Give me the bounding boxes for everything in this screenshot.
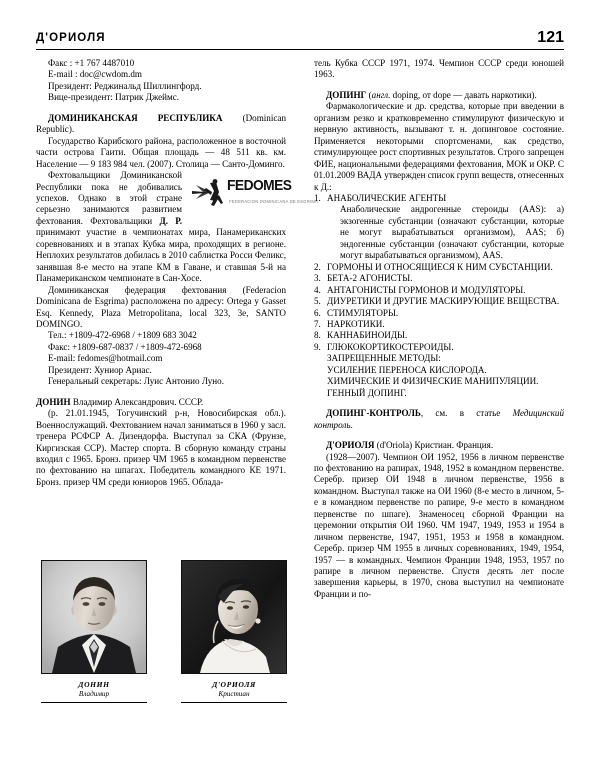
contact-line: E-mail : doc@cwdom.dm <box>48 69 142 80</box>
list-text: ГОРМОНЫ И ОТНОСЯЩИЕСЯ К НИМ СУБСТАНЦИИ. <box>327 261 553 272</box>
dominican-fencing-text-b: этой стране серьезно занимаются развитием фехтования. Фехтовальщики <box>36 192 182 226</box>
list-item <box>314 262 564 273</box>
left-column <box>36 58 318 488</box>
list-text: ГЛЮКОКОРТИКОСТЕРОИДЫ. <box>327 341 454 352</box>
entry-doping-control <box>314 408 564 431</box>
portrait-doriola-image <box>182 561 286 673</box>
headword: ДОМИНИКАНСКАЯ РЕСПУБЛИКА <box>48 112 223 123</box>
list-number: 3. <box>314 273 321 284</box>
portrait-cell-doriola <box>181 560 289 703</box>
dominican-fencing-text-a: Фехтовальщики Доминиканской Республики пока не добивались успехов. Однако в <box>36 170 182 203</box>
running-head <box>36 29 564 54</box>
entry-dominican-republic-headword <box>36 113 286 136</box>
list-item <box>314 273 564 284</box>
list-item <box>314 296 564 307</box>
cross-reference-lead: , см. в статье <box>420 408 513 419</box>
headword: ДОПИНГ-КОНТРОЛЬ <box>326 408 421 419</box>
caption-rule <box>181 702 287 703</box>
cross-reference-target: Медицинский контроль <box>314 408 564 430</box>
contact-line: Генеральный секретарь: Луис Антонио Луно. <box>48 376 224 387</box>
caption-firstname: Владимир <box>78 690 110 698</box>
list-text: ДИУРЕТИКИ И ДРУГИЕ МАСКИРУЮЩИЕ ВЕЩЕСТВА. <box>327 296 560 307</box>
dominican-para-geography: Государство Карибского района, расположенное в восточной части острова Гаити. Общая площадь — 48 511 кв. км. Население — 9 183 984 чел. (2007). Столица — Санто-Доминго. <box>36 135 286 169</box>
headword-latin: (d'Oriola) <box>376 440 413 451</box>
contact-line: Президент: Хуниор Ариас. <box>48 364 152 375</box>
right-column <box>314 58 564 600</box>
caption-surname: ДОНИН <box>78 680 110 689</box>
list-number: 4. <box>314 284 321 295</box>
portrait-caption-donin <box>41 680 147 698</box>
headword: Д'ОРИОЛЯ <box>326 440 375 451</box>
doping-groups-list <box>314 193 564 399</box>
entry-donin-body: (р. 21.01.1945, Тогучинский р-н, Новосибирская обл.). Военнослужащий. Фехтованием начал заниматься в 1960 у засл. тренера РСФСР А. Дизендорфа. Выступал за СКА (Фрунзе, Киргизская ССР). Мастер спорта. В сборную команду страны входил с 1965. Бронз. призер ЧМ 1965 в командном первенстве по фехтованию на шпагах. Победитель командного КЕ 1971. Бронз. призер ЧМ среди юниоров 1965. Облада- <box>36 408 286 487</box>
headword: ДОПИНГ <box>326 89 367 100</box>
entry-doriola-headword <box>314 440 564 451</box>
list-item <box>314 342 564 399</box>
donin-continuation: тель Кубка СССР 1971, 1974. Чемпион СССР среди юношей 1963. <box>314 58 564 80</box>
list-item <box>314 285 564 296</box>
prohibited-method-line: ЗАПРЕЩЕННЫЕ МЕТОДЫ: <box>327 353 441 364</box>
doping-sublist <box>327 204 564 261</box>
prohibited-method-line: УСИЛЕНИЕ ПЕРЕНОСА КИСЛОРОДА. <box>327 364 487 375</box>
entry-doriola-body: (1928—2007). Чемпион ОИ 1952, 1956 в личном первенстве по фехтованию на рапирах, 1948, 1952 в командном первенстве. Серебр. призер ОИ 1948 в личном первенстве, 1956 в командном. Выступал также на ОИ 1960 (8-е место в личном, 5-е в командном первенстве по рапире, 9-е место в командном первенстве по шпаге). Знаменосец сборной Франции на церемонии открытия ОИ 1960. ЧМ 1947, 1949, 1953 и 1954 в личном первенстве, 1947, 1951, 1953 и 1958 в командном. Серебр. призер ЧМ 1955 в личных соревнованиях, 1949, 1954, 1957 — в командных. Чемпион Франции 1948, 1953, 1957 по рапире в личном первенстве. Спустя десять лет после завершения карьеры, в 1970, снова выступил на чемпионате Франции и по- <box>314 451 564 599</box>
list-number: 5. <box>314 296 321 307</box>
contact-line: Факс: +1809-687-0837 / +1809-472-6968 <box>48 341 202 352</box>
list-text: НАРКОТИКИ. <box>327 318 385 329</box>
logo-subtitle: FEDERACION DOMINICANA DE ESGRIMA <box>229 199 318 205</box>
portrait-cell-donin <box>41 560 149 703</box>
list-text: АНАБОЛИЧЕСКИЕ АГЕНТЫ <box>327 192 447 203</box>
list-text: КАННАБИНОИДЫ. <box>327 330 408 341</box>
list-item <box>314 308 564 319</box>
dominican-para-fencing <box>36 170 318 285</box>
prohibited-methods-block <box>327 353 564 399</box>
dominica-contact-block <box>36 58 286 104</box>
portrait-photo-doriola <box>181 560 287 674</box>
list-number: 7. <box>314 318 321 329</box>
list-number: 1. <box>314 192 321 203</box>
fedomes-logo <box>190 171 318 217</box>
caption-rule <box>41 702 147 703</box>
list-number: 6. <box>314 307 321 318</box>
doping-definition: Фармакологические и др. средства, которые при введении в организм резко и кратковременно стимулируют физическую и нервную активность, вызывают т. н. допинговое состояние. Применяется некоторыми спортсменами, как средство, стимулирующее рост спортивных результатов. Строго запрещен ФИЕ, национальными федерациями фехтования, МОК и ОКР. С 01.01.2009 ВАДА утвержден список групп веществ, отнесенных к Д.: <box>314 101 564 192</box>
headword-rest: Кристиан. Франция. <box>412 440 494 451</box>
header-divider <box>36 49 564 50</box>
headword: ДОНИН <box>36 396 71 407</box>
contact-line: Вице-президент: Патрик Джеймс. <box>48 92 180 103</box>
dominican-federation-address: Доминиканская федерация фехтования (Federacion Dominicana de Esgrima) расположена по адресу: Ortega y Gasset Esq. Kennedy, Plaza Metropolitana, local 323, 3e, SANTO DOMINGO. <box>36 284 286 329</box>
etym-rest: doping, от dope — давать наркотики). <box>390 89 537 100</box>
caption-surname: Д'ОРИОЛЯ <box>212 680 256 689</box>
contact-line: Президент: Реджинальд Шиллингфорд. <box>48 80 202 91</box>
page-number: 121 <box>537 29 564 46</box>
caption-firstname: Кристиан <box>218 690 250 698</box>
entry-donin-headword <box>36 397 286 408</box>
list-text: БЕТА-2 АГОНИСТЫ. <box>327 273 413 284</box>
list-item <box>314 319 564 330</box>
portrait-gallery <box>41 560 293 720</box>
headword-rest: Владимир Александрович. СССР. <box>70 396 204 407</box>
contact-line: E-mail: fedomes@hotmail.com <box>48 353 163 364</box>
portrait-donin-image <box>42 561 146 673</box>
dominican-abbrev: Д. Р. <box>159 215 182 226</box>
contact-line: Тел.: +1809-472-6968 / +1809 683 3042 <box>48 330 197 341</box>
list-number: 9. <box>314 341 321 352</box>
list-item <box>314 330 564 341</box>
etym-open: ( <box>368 89 372 100</box>
logo-wordmark: FEDOMES <box>227 177 292 195</box>
etym-language: англ. <box>371 89 391 100</box>
portrait-photo-donin <box>41 560 147 674</box>
prohibited-method-line: ХИМИЧЕСКИЕ И ФИЗИЧЕСКИЕ МАНИПУЛЯЦИИ. <box>327 376 539 387</box>
list-item <box>314 193 564 262</box>
entry-doping-headword <box>314 90 564 101</box>
contact-line: Факс : +1 767 4487010 <box>48 58 135 68</box>
headword-latin: (Dominican Republic). <box>36 112 286 135</box>
fedomes-contact-block <box>36 330 286 387</box>
sublist-text: Анаболические андрогенные стероиды (AAS): а) экзогенные субстанции (означают субстанции, которые не могут вырабатываться организмом), AAS; б) эндогенные субстанции (означают субстанции, которые могут вырабатываться организмом), AAS. <box>340 204 564 261</box>
page-title: Д'ОРИОЛЯ <box>36 32 106 44</box>
list-number: 2. <box>314 261 321 272</box>
dominican-fencing-text-c: принимают участие в чемпионатах мира, Панамериканских соревнованиях и в этапах Кубка мира, проходящих в регионе. Неплохих результатов добилась в 2010 саблистка Росси Феликс, занявшая 8-е место на этапе КМ в Гаване, и ставшая 5-й на Панамериканском чемпионате в Сан-Хосе. <box>36 227 286 284</box>
portrait-caption-doriola <box>181 680 287 698</box>
list-text: СТИМУЛЯТОРЫ. <box>327 307 399 318</box>
list-text: АНТАГОНИСТЫ ГОРМОНОВ И МОДУЛЯТОРЫ. <box>327 284 526 295</box>
prohibited-method-line: ГЕННЫЙ ДОПИНГ. <box>327 387 407 398</box>
cross-reference-tail: . <box>350 419 353 430</box>
list-number: 8. <box>314 330 321 341</box>
